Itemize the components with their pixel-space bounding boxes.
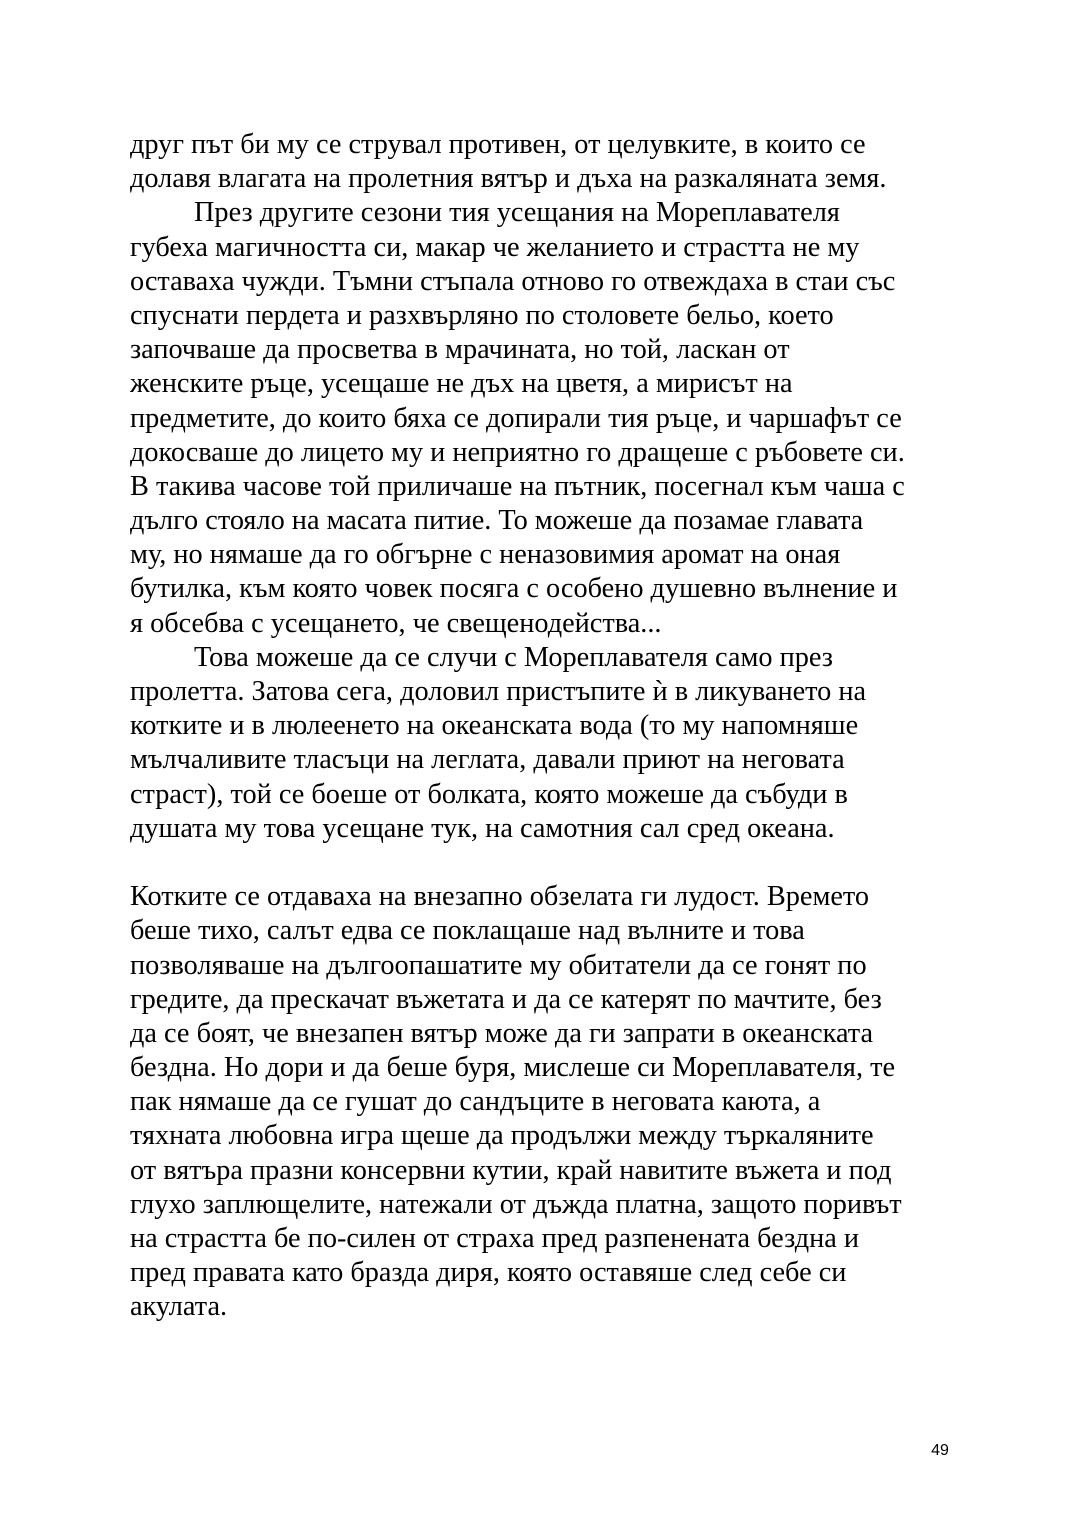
paragraph [130, 196, 960, 640]
text-line: гредите, да прескачат въжетата и да се катерят по мачтите, без [130, 983, 882, 1015]
text-line: През другите сезони тия усещания на Мореплавателя [194, 197, 840, 229]
text-line: Котките се отдаваха на внезапно обзелата ги лудост. Времето [130, 881, 870, 913]
text-line: душата му това усещане тук, на самотния сал сред океана. [130, 812, 835, 844]
text-line: дълго стояло на масата питие. То можеше да позамае главата [130, 505, 864, 537]
text-line: тяхната любовна игра щеше да продължи между търкаляните [130, 1120, 874, 1152]
body-text [130, 128, 960, 1325]
text-line: бездна. Но дори и да беше буря, мислеше си Мореплавателя, те [130, 1052, 896, 1084]
paragraph [130, 880, 960, 1324]
text-line: мълчаливите тласъци на леглата, давали приют на неговата [130, 744, 845, 776]
text-line: друг път би му се струвал противен, от целувките, в които се [130, 129, 866, 160]
text-line: В такива часове той приличаше на пътник, посегнал към чаша с [130, 470, 905, 502]
text-line: пролетта. Затова сега, доловил пристъпите ѝ в ликуването на [130, 676, 867, 707]
text-line: женските ръце, усещаше не дъх на цветя, а мирисът на [130, 368, 793, 400]
paragraph [130, 128, 960, 196]
page-number: 49 [931, 1442, 949, 1459]
text-line: губеха магичността си, макар че желанието и страстта не му [130, 231, 860, 263]
text-line: предметите, до които бяха се допирали тия ръце, и чаршафът се [130, 402, 902, 434]
text-line: спуснати пердета и разхвърляно по столовете бельо, което [130, 299, 834, 331]
paragraph-gap [130, 846, 960, 880]
text-line: му, но нямаше да го обгърне с неназовимия аромат на оная [130, 539, 841, 571]
text-line: долавя влагата на пролетния вятър и дъха на разкаляната земя. [130, 163, 887, 195]
text-line: позволяваше на дългоопашатите му обитатели да се гонят по [130, 949, 867, 981]
text-line: я обсебва с усещането, че свещенодейства... [130, 607, 662, 639]
text-line: бутилка, към която човек посяга с особено душевно вълнение и [130, 573, 898, 605]
text-line: страст), той се боеше от болката, която можеше да събуди в [130, 778, 848, 810]
text-line: пак нямаше да се гушат до сандъците в неговата каюта, а [130, 1086, 821, 1118]
text-line: беше тихо, салът едва се поклащаше над вълните и това [130, 915, 805, 947]
text-line: докосваше до лицето му и неприятно го дращеше с ръбовете си. [130, 436, 905, 468]
paragraph [130, 641, 960, 846]
text-line: оставаха чужди. Тъмни стъпала отново го отвеждаха в стаи със [130, 265, 896, 297]
text-line: акулата. [130, 1291, 228, 1323]
text-line: на страстта бе по-силен от страха пред разпенената бездна и [130, 1223, 860, 1254]
text-line: пред правата като бразда диря, която оставяше след себе си [130, 1257, 847, 1289]
text-line: котките и в люлеенето на океанската вода (то му напомняше [130, 710, 859, 742]
text-line: Това можеше да се случи с Мореплавателя само през [194, 641, 833, 673]
text-line: започваше да просветва в мрачината, но той, ласкан от [130, 334, 790, 366]
text-line: глухо заплющелите, натежали от дъжда платна, защото поривът [130, 1188, 902, 1220]
text-line: да се боят, че внезапен вятър може да ги запрати в океанската [130, 1017, 874, 1049]
text-line: от вятъра празни консервни кутии, край навитите въжета и под [130, 1154, 892, 1186]
